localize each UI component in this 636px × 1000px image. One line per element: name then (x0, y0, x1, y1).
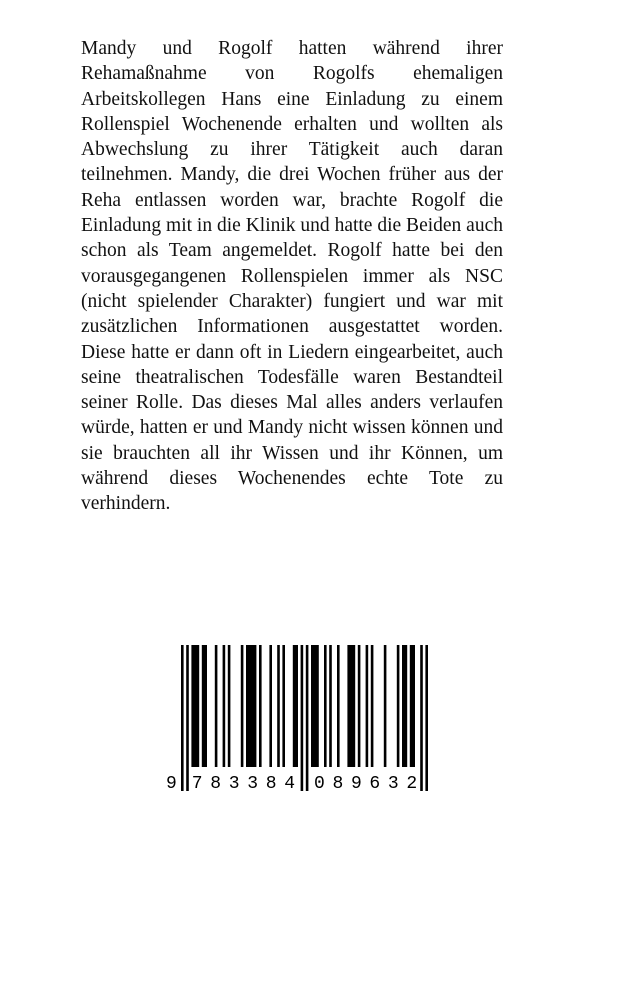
barcode-bar (347, 645, 355, 767)
barcode-bar (402, 645, 407, 767)
barcode-lead-digit: 9 (166, 774, 177, 794)
barcode-bar (371, 645, 374, 767)
barcode-guard-bar (186, 645, 189, 791)
barcode-bar (223, 645, 226, 767)
barcode-guard-bar (425, 645, 428, 791)
barcode-bar (282, 645, 285, 767)
barcode-bar (397, 645, 400, 767)
barcode-bar (202, 645, 207, 767)
barcode-bar (246, 645, 256, 767)
barcode-bar (384, 645, 387, 767)
barcode-bar (277, 645, 280, 767)
barcode-left-digits: 783384 (191, 774, 295, 794)
barcode-bar (329, 645, 332, 767)
barcode-bars (181, 645, 428, 791)
barcode-graphic (166, 645, 436, 795)
barcode-right-digits: 089632 (314, 774, 418, 794)
barcode-guard-bar (306, 645, 309, 791)
back-cover-blurb: Mandy und Rogolf hatten während ihrer Rehamaßnahme von Rogolfs ehemaligen Arbeitskollegen Hans eine Einladung zu einem Rollenspiel Wochenende erhalten und wollten als Abwechslung zu ihrer Tätigkeit auch daran teilnehmen. Mandy, die drei Wochen früher aus der Reha entlassen worden war, brachte Rogolf die Einladung mit in die Klinik und hatte die Beiden auch schon als Team angemeldet. Rogolf hatte bei den vorausgegangenen Rollenspielen immer als NSC (nicht spielender Charakter) fungiert und war mit zusätzlichen Informationen ausgestattet worden. Diese hatte er dann oft in Liedern eingearbeitet, auch seine theatralischen Todesfälle waren Bestandteil seiner Rolle. Das dieses Mal alles anders verlaufen würde, hatten er und Mandy nicht wissen können und sie brauchten all ihr Wissen und ihr Können, um während dieses Wochenendes echte Tote zu verhindern. (81, 38, 503, 515)
barcode-bar (324, 645, 327, 767)
isbn-barcode (166, 645, 436, 795)
barcode-bar (311, 645, 319, 767)
barcode-bar (215, 645, 218, 767)
barcode-bar (358, 645, 361, 767)
barcode-bar (410, 645, 415, 767)
barcode-bar (241, 645, 244, 767)
barcode-guard-bar (301, 645, 304, 791)
barcode-bar (259, 645, 262, 767)
barcode-bar (191, 645, 199, 767)
barcode-bar (269, 645, 272, 767)
barcode-guard-bar (420, 645, 423, 791)
barcode-guard-bar (181, 645, 184, 791)
barcode-bar (337, 645, 340, 767)
barcode-bar (228, 645, 231, 767)
barcode-bar (366, 645, 369, 767)
barcode-bar (293, 645, 298, 767)
